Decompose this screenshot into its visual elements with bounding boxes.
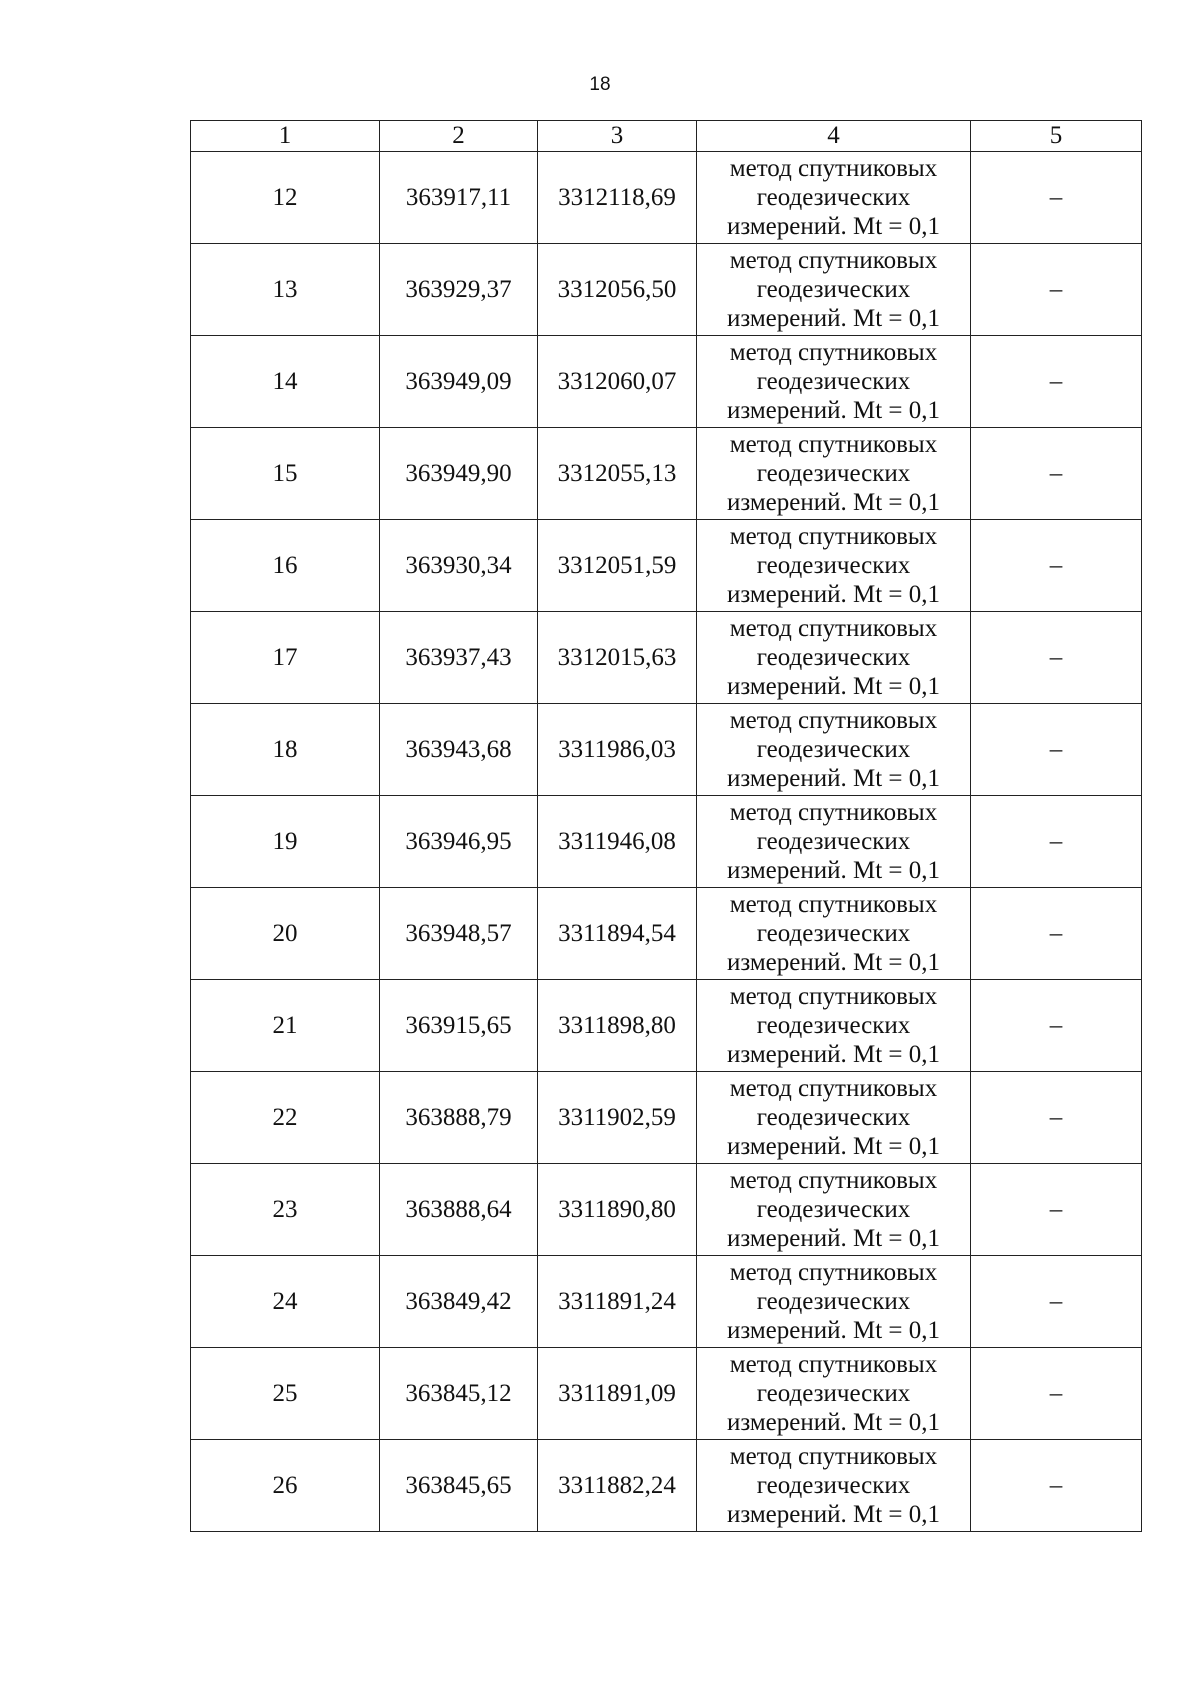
method-line: геодезических xyxy=(756,276,911,303)
point-number-cell: 25 xyxy=(191,1348,380,1440)
method-cell xyxy=(697,1256,971,1348)
point-number-cell: 14 xyxy=(191,336,380,428)
method-line: геодезических xyxy=(756,184,911,211)
note-cell: – xyxy=(971,336,1142,428)
method-line: измерений. Mt = 0,1 xyxy=(726,949,941,976)
note-cell: – xyxy=(971,612,1142,704)
method-line: метод спутниковых xyxy=(729,339,938,366)
x-coordinate-cell: 363915,65 xyxy=(380,980,538,1072)
note-cell: – xyxy=(971,704,1142,796)
method-line: геодезических xyxy=(756,552,911,579)
method-cell xyxy=(697,1440,971,1532)
method-line: метод спутниковых xyxy=(729,1443,938,1470)
x-coordinate-cell: 363888,79 xyxy=(380,1072,538,1164)
x-coordinate-cell: 363849,42 xyxy=(380,1256,538,1348)
x-coordinate-cell: 363948,57 xyxy=(380,888,538,980)
method-line: метод спутниковых xyxy=(729,799,938,826)
method-line: геодезических xyxy=(756,736,911,763)
point-number-cell: 21 xyxy=(191,980,380,1072)
x-coordinate-cell: 363845,65 xyxy=(380,1440,538,1532)
note-cell: – xyxy=(971,1164,1142,1256)
method-line: измерений. Mt = 0,1 xyxy=(726,673,941,700)
method-cell xyxy=(697,796,971,888)
method-line: геодезических xyxy=(756,368,911,395)
x-coordinate-cell: 363949,09 xyxy=(380,336,538,428)
y-coordinate-cell: 3312015,63 xyxy=(538,612,697,704)
point-number-cell: 12 xyxy=(191,152,380,244)
coordinates-table xyxy=(190,120,1142,1532)
table-row xyxy=(191,1164,1142,1256)
column-header: 3 xyxy=(538,121,697,152)
method-line: метод спутниковых xyxy=(729,707,938,734)
method-cell xyxy=(697,888,971,980)
method-line: измерений. Mt = 0,1 xyxy=(726,1041,941,1068)
y-coordinate-cell: 3312051,59 xyxy=(538,520,697,612)
method-line: метод спутниковых xyxy=(729,1259,938,1286)
y-coordinate-cell: 3311902,59 xyxy=(538,1072,697,1164)
y-coordinate-cell: 3311894,54 xyxy=(538,888,697,980)
method-line: измерений. Mt = 0,1 xyxy=(726,305,941,332)
method-line: измерений. Mt = 0,1 xyxy=(726,1501,941,1528)
table-row xyxy=(191,796,1142,888)
note-cell: – xyxy=(971,1072,1142,1164)
y-coordinate-cell: 3311898,80 xyxy=(538,980,697,1072)
y-coordinate-cell: 3311882,24 xyxy=(538,1440,697,1532)
x-coordinate-cell: 363943,68 xyxy=(380,704,538,796)
method-line: измерений. Mt = 0,1 xyxy=(726,397,941,424)
note-cell: – xyxy=(971,888,1142,980)
point-number-cell: 22 xyxy=(191,1072,380,1164)
method-line: геодезических xyxy=(756,644,911,671)
method-cell xyxy=(697,428,971,520)
point-number-cell: 19 xyxy=(191,796,380,888)
table-row xyxy=(191,1440,1142,1532)
table-header-row xyxy=(191,121,1142,152)
table-row xyxy=(191,244,1142,336)
column-header: 5 xyxy=(971,121,1142,152)
y-coordinate-cell: 3311891,24 xyxy=(538,1256,697,1348)
table-row xyxy=(191,612,1142,704)
x-coordinate-cell: 363937,43 xyxy=(380,612,538,704)
y-coordinate-cell: 3312056,50 xyxy=(538,244,697,336)
table-row xyxy=(191,888,1142,980)
table-row xyxy=(191,520,1142,612)
note-cell: – xyxy=(971,520,1142,612)
point-number-cell: 26 xyxy=(191,1440,380,1532)
method-cell xyxy=(697,336,971,428)
table-row xyxy=(191,152,1142,244)
method-cell xyxy=(697,704,971,796)
note-cell: – xyxy=(971,152,1142,244)
table-row xyxy=(191,1348,1142,1440)
method-line: метод спутниковых xyxy=(729,523,938,550)
method-line: геодезических xyxy=(756,1472,911,1499)
y-coordinate-cell: 3312118,69 xyxy=(538,152,697,244)
column-header: 1 xyxy=(191,121,380,152)
method-cell xyxy=(697,1348,971,1440)
point-number-cell: 18 xyxy=(191,704,380,796)
method-line: измерений. Mt = 0,1 xyxy=(726,1133,941,1160)
method-cell xyxy=(697,520,971,612)
method-line: измерений. Mt = 0,1 xyxy=(726,213,941,240)
method-line: геодезических xyxy=(756,1380,911,1407)
y-coordinate-cell: 3311946,08 xyxy=(538,796,697,888)
method-cell xyxy=(697,1072,971,1164)
point-number-cell: 17 xyxy=(191,612,380,704)
method-line: измерений. Mt = 0,1 xyxy=(726,1225,941,1252)
note-cell: – xyxy=(971,244,1142,336)
table-row xyxy=(191,336,1142,428)
note-cell: – xyxy=(971,1440,1142,1532)
method-cell xyxy=(697,1164,971,1256)
page-number: 18 xyxy=(589,74,611,95)
method-cell xyxy=(697,244,971,336)
x-coordinate-cell: 363930,34 xyxy=(380,520,538,612)
table-row xyxy=(191,1256,1142,1348)
table-row xyxy=(191,1072,1142,1164)
x-coordinate-cell: 363929,37 xyxy=(380,244,538,336)
method-line: метод спутниковых xyxy=(729,615,938,642)
method-line: измерений. Mt = 0,1 xyxy=(726,857,941,884)
note-cell: – xyxy=(971,796,1142,888)
method-line: метод спутниковых xyxy=(729,155,938,182)
method-line: метод спутниковых xyxy=(729,431,938,458)
method-line: геодезических xyxy=(756,1288,911,1315)
y-coordinate-cell: 3312055,13 xyxy=(538,428,697,520)
point-number-cell: 20 xyxy=(191,888,380,980)
y-coordinate-cell: 3311890,80 xyxy=(538,1164,697,1256)
x-coordinate-cell: 363949,90 xyxy=(380,428,538,520)
method-cell xyxy=(697,612,971,704)
method-line: измерений. Mt = 0,1 xyxy=(726,1317,941,1344)
x-coordinate-cell: 363946,95 xyxy=(380,796,538,888)
x-coordinate-cell: 363917,11 xyxy=(380,152,538,244)
method-line: измерений. Mt = 0,1 xyxy=(726,489,941,516)
note-cell: – xyxy=(971,428,1142,520)
point-number-cell: 24 xyxy=(191,1256,380,1348)
method-line: метод спутниковых xyxy=(729,1167,938,1194)
x-coordinate-cell: 363888,64 xyxy=(380,1164,538,1256)
point-number-cell: 23 xyxy=(191,1164,380,1256)
table-body xyxy=(191,121,1142,1532)
point-number-cell: 13 xyxy=(191,244,380,336)
method-line: геодезических xyxy=(756,460,911,487)
note-cell: – xyxy=(971,980,1142,1072)
y-coordinate-cell: 3311891,09 xyxy=(538,1348,697,1440)
method-line: измерений. Mt = 0,1 xyxy=(726,765,941,792)
method-line: метод спутниковых xyxy=(729,1075,938,1102)
method-cell xyxy=(697,980,971,1072)
method-line: геодезических xyxy=(756,1196,911,1223)
note-cell: – xyxy=(971,1256,1142,1348)
y-coordinate-cell: 3312060,07 xyxy=(538,336,697,428)
method-line: измерений. Mt = 0,1 xyxy=(726,1409,941,1436)
note-cell: – xyxy=(971,1348,1142,1440)
method-line: метод спутниковых xyxy=(729,983,938,1010)
method-line: метод спутниковых xyxy=(729,1351,938,1378)
table-row xyxy=(191,428,1142,520)
method-line: геодезических xyxy=(756,1012,911,1039)
point-number-cell: 16 xyxy=(191,520,380,612)
point-number-cell: 15 xyxy=(191,428,380,520)
column-header: 2 xyxy=(380,121,538,152)
method-line: измерений. Mt = 0,1 xyxy=(726,581,941,608)
column-header: 4 xyxy=(697,121,971,152)
method-line: геодезических xyxy=(756,828,911,855)
method-line: геодезических xyxy=(756,1104,911,1131)
method-cell xyxy=(697,152,971,244)
method-line: метод спутниковых xyxy=(729,891,938,918)
table-row xyxy=(191,980,1142,1072)
y-coordinate-cell: 3311986,03 xyxy=(538,704,697,796)
table-row xyxy=(191,704,1142,796)
method-line: геодезических xyxy=(756,920,911,947)
method-line: метод спутниковых xyxy=(729,247,938,274)
x-coordinate-cell: 363845,12 xyxy=(380,1348,538,1440)
